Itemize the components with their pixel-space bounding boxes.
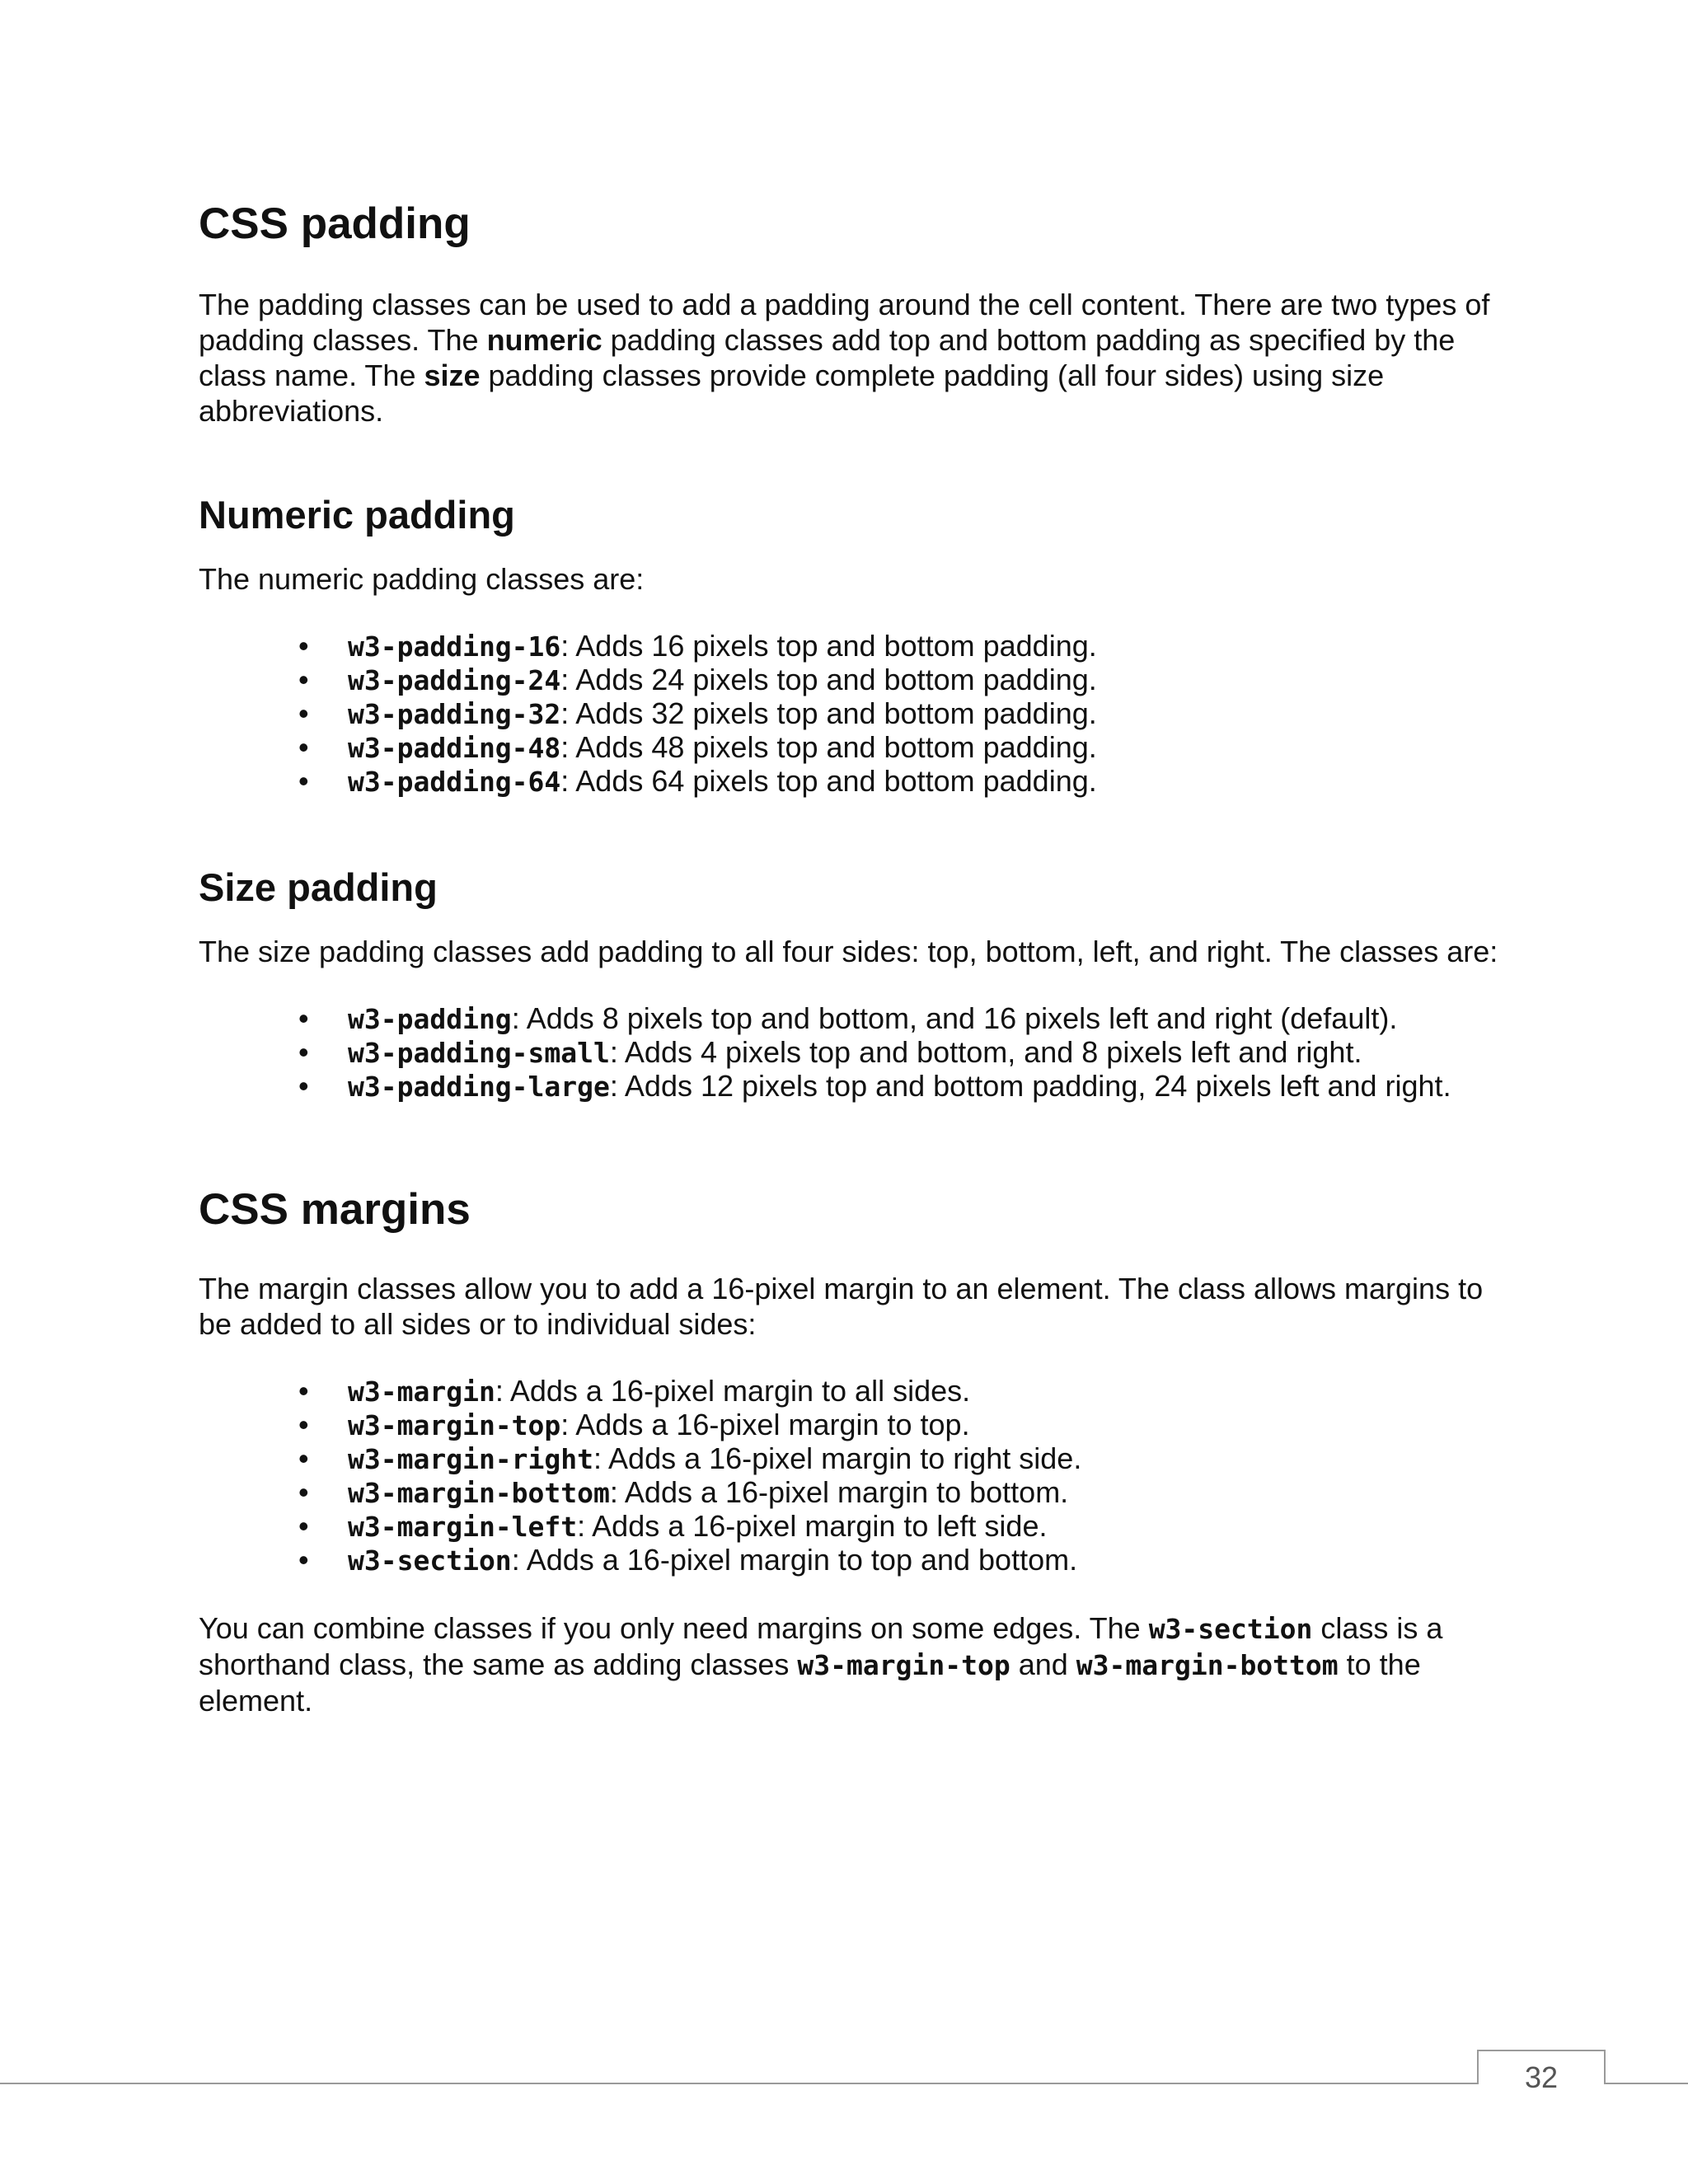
paragraph-numeric-intro: The numeric padding classes are:	[199, 562, 645, 596]
text-segment: padding classes provide complete padding (all four sides) using size abbreviations.	[199, 359, 1385, 428]
heading-numeric-padding: Numeric padding	[199, 493, 515, 537]
list-item	[298, 1375, 1501, 1408]
item-description: : Adds 16 pixels top and bottom padding.	[560, 629, 1097, 663]
text-segment: class is a shorthand class, the same as adding classes	[199, 1611, 1443, 1681]
footer-rule	[0, 2083, 1688, 2084]
margins-list	[199, 1375, 1501, 1577]
class-name: w3-margin-bottom	[1076, 1649, 1339, 1681]
list-item	[298, 1070, 1501, 1104]
text-segment: and	[1010, 1647, 1076, 1681]
item-description: : Adds 8 pixels top and bottom, and 16 pixels left and right (default).	[511, 1001, 1398, 1035]
list-item	[298, 1002, 1501, 1036]
item-description: : Adds a 16-pixel margin to left side.	[577, 1509, 1048, 1543]
item-description: : Adds a 16-pixel margin to bottom.	[609, 1475, 1069, 1509]
class-name: w3-padding-large	[348, 1071, 610, 1103]
item-description: : Adds 48 pixels top and bottom padding.	[560, 730, 1097, 764]
item-description: : Adds a 16-pixel margin to top and bottom.	[511, 1543, 1078, 1577]
class-name: w3-margin-top	[348, 1409, 561, 1441]
numeric-padding-list	[199, 630, 1501, 799]
list-item	[298, 731, 1501, 765]
list-item	[298, 1408, 1501, 1442]
class-name: w3-margin-right	[348, 1443, 594, 1475]
item-description: : Adds a 16-pixel margin to all sides.	[495, 1374, 971, 1408]
list-item	[298, 1442, 1501, 1476]
class-name: w3-margin-bottom	[348, 1477, 610, 1509]
class-name: w3-margin-top	[797, 1649, 1010, 1681]
item-description: : Adds 64 pixels top and bottom padding.	[560, 764, 1097, 798]
list-item	[298, 1544, 1501, 1577]
class-name: w3-section	[1148, 1613, 1313, 1645]
class-name: w3-padding	[348, 1003, 512, 1035]
document-page	[199, 194, 1501, 1718]
list-item	[298, 630, 1501, 663]
class-name: w3-padding-small	[348, 1037, 610, 1069]
paragraph-size-intro: The size padding classes add padding to all four sides: top, bottom, left, and right. The classes are:	[199, 935, 1498, 968]
item-description: : Adds a 16-pixel margin to right side.	[593, 1441, 1082, 1475]
heading-css-padding: CSS padding	[199, 199, 471, 248]
bold-term-numeric: numeric	[486, 323, 603, 357]
list-item	[298, 765, 1501, 799]
paragraph-margins-intro: The margin classes allow you to add a 16-pixel margin to an element. The class allows margins to be added to all sides or to individual sides:	[199, 1272, 1484, 1341]
heading-size-padding: Size padding	[199, 865, 438, 909]
paragraph-combine-classes	[199, 1610, 1501, 1718]
class-name: w3-padding-48	[348, 732, 561, 764]
class-name: w3-padding-32	[348, 698, 561, 730]
paragraph-padding-intro	[199, 287, 1501, 429]
page-number: 32	[1524, 2060, 1559, 2094]
bold-term-size: size	[424, 359, 481, 392]
class-name: w3-margin	[348, 1376, 495, 1408]
class-name: w3-padding-16	[348, 630, 561, 663]
text-segment: You can combine classes if you only need margins on some edges. The	[199, 1611, 1149, 1645]
class-name: w3-padding-24	[348, 664, 561, 696]
class-name: w3-padding-64	[348, 766, 561, 798]
list-item	[298, 1510, 1501, 1544]
text-segment: The padding classes can be used to add a padding around the cell content. There are two types of padding classes. The	[199, 288, 1490, 357]
item-description: : Adds 4 pixels top and bottom, and 8 pixels left and right.	[609, 1035, 1362, 1069]
class-name: w3-section	[348, 1544, 512, 1577]
list-item	[298, 1476, 1501, 1510]
item-description: : Adds a 16-pixel margin to top.	[560, 1408, 970, 1441]
item-description: : Adds 24 pixels top and bottom padding.	[560, 663, 1097, 696]
item-description: : Adds 32 pixels top and bottom padding.	[560, 696, 1097, 730]
text-segment: to the element.	[199, 1647, 1421, 1718]
size-padding-list	[199, 1002, 1501, 1104]
list-item	[298, 1036, 1501, 1070]
class-name: w3-margin-left	[348, 1511, 578, 1543]
text-segment: padding classes add top and bottom padding as specified by the class name. The	[199, 323, 1456, 392]
heading-css-margins: CSS margins	[199, 1185, 471, 1234]
item-description: : Adds 12 pixels top and bottom padding, 24 pixels left and right.	[609, 1069, 1451, 1103]
list-item	[298, 697, 1501, 731]
list-item	[298, 663, 1501, 697]
